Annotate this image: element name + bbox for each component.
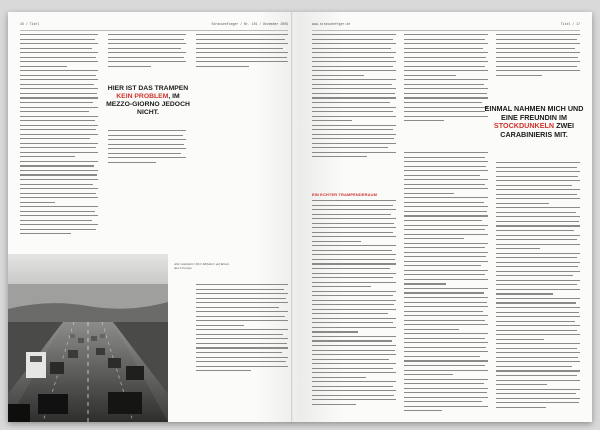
left-page — [8, 12, 300, 422]
right-running-header — [312, 20, 580, 31]
left-pull-quote-line1: HIER IST DAS TRAMPEN — [107, 85, 189, 92]
spread-gutter — [291, 12, 293, 422]
left-header-issue: Strassenfieger / Nr. 101 / Dezember 2009 — [211, 22, 288, 26]
right-pull-quote — [476, 105, 592, 139]
left-article-column-2 — [108, 34, 186, 74]
photo-caption: Alter Autofahrer führt Mitfahrer auf Reisen durch Europa — [174, 262, 230, 271]
left-header-section: 16 / Titel — [20, 22, 40, 26]
left-running-header — [20, 20, 288, 31]
right-pull-quote-highlight: STOCKDUNKELN — [493, 121, 555, 131]
left-article-column-1 — [20, 34, 98, 249]
left-article-column-2-continued — [108, 130, 186, 170]
left-pull-quote-highlight: KEIN PROBLEM — [116, 93, 169, 100]
right-pull-quote-line1: EINMAL NAHMEN MICH UND EINE FREUNDIN IM — [484, 104, 584, 122]
left-article-column-3-lower — [196, 284, 288, 414]
right-article-column-2-lower — [404, 152, 488, 414]
right-subheading: EIN ECHTER TRAMPENDERAUM — [312, 192, 378, 197]
body-text-holder — [20, 30, 21, 31]
magazine-spread — [8, 12, 592, 422]
right-header-section: Titel / 17 — [560, 22, 580, 26]
left-article-column-3 — [196, 34, 288, 249]
right-pull-quote-line2: ZWEI CARABINIERIS MIT. — [500, 121, 575, 139]
left-col1-text — [20, 30, 21, 31]
left-pull-quote-line2: , IM MEZZO-GIORNO JEDOCH NICHT. — [106, 93, 190, 116]
right-article-column-3-lower — [496, 162, 580, 414]
highway-traffic-image — [8, 254, 168, 422]
left-pull-quote — [104, 85, 192, 117]
right-article-column-1-lower — [312, 200, 396, 414]
right-page — [300, 12, 592, 422]
highway-photo — [8, 254, 168, 422]
right-article-column-1 — [312, 34, 396, 184]
left-col1-lines — [20, 34, 98, 234]
right-header-url: www.strassenfeger.de — [312, 22, 351, 26]
